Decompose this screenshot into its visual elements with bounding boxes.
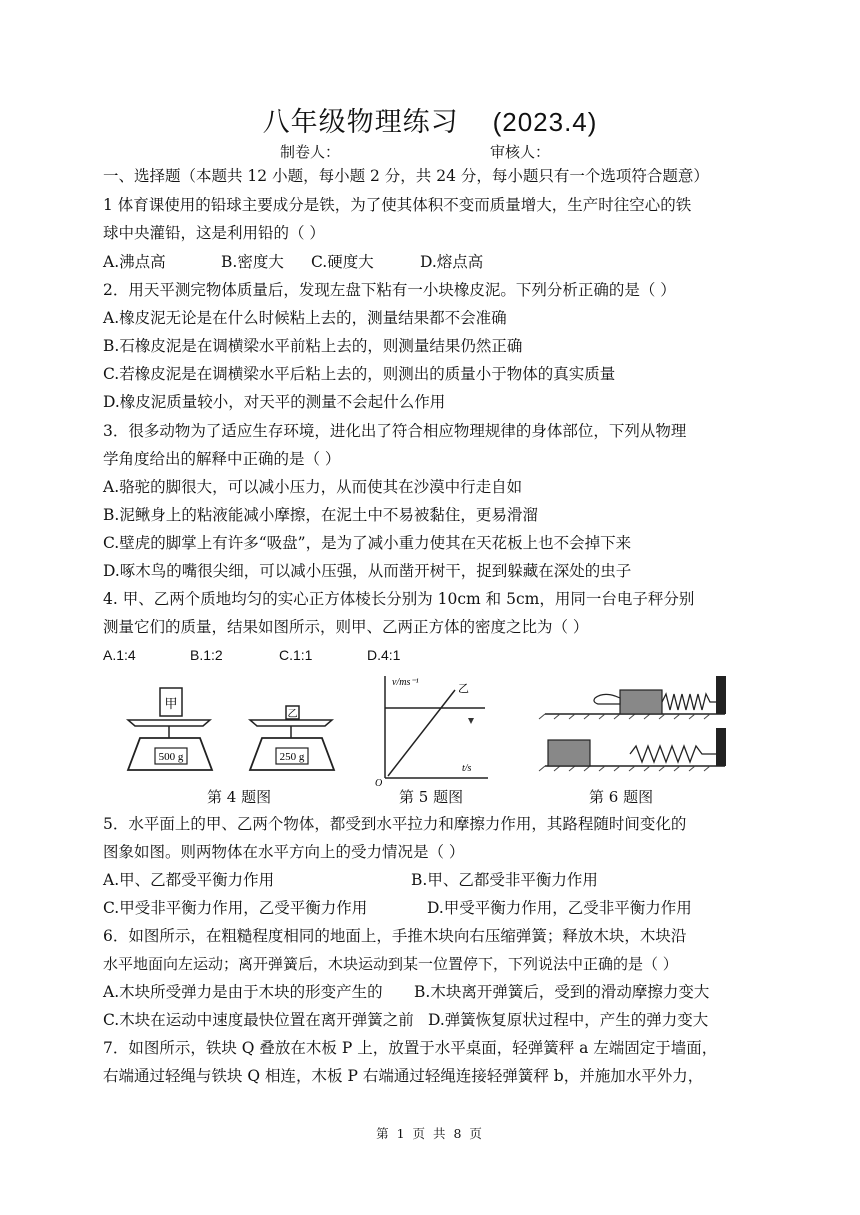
figure-6-spring [539, 676, 726, 771]
block-bottom [548, 740, 590, 766]
q5-option-a: A.甲、乙都受平衡力作用 [103, 871, 275, 889]
wall-bottom [716, 728, 726, 766]
q2-option-a: A.橡皮泥无论是在什么时候粘上去的，测量结果都不会准确 [103, 309, 507, 327]
spring-compressed [662, 694, 716, 710]
q7-stem-line1: 7．如图所示，铁块 Q 叠放在木板 P 上，放置于水平桌面，轻弹簧秤 a 左端固定于墙面， [103, 1039, 718, 1057]
q6-stem-line2: 水平地面向左运动；离开弹簧后，木块运动到某一位置停下，下列说法中正确的是（ ） [103, 955, 678, 973]
q4-option-b: B.1:2 [190, 647, 223, 663]
block-jia-label: 甲 [164, 696, 178, 711]
q6-option-b: B.木块离开弹簧后，受到的滑动摩擦力变大 [414, 983, 710, 1001]
q5-option-d: D.甲受平衡力作用，乙受非平衡力作用 [427, 899, 692, 917]
q1-option-c: C.硬度大 [311, 253, 374, 271]
q2-stem: 2．用天平测完物体质量后，发现左盘下粘有一小块橡皮泥。下列分析正确的是（ ） [103, 281, 676, 299]
graph-y-label: v/ms⁻¹ [392, 677, 419, 688]
q5-stem-line1: 5．水平面上的甲、乙两个物体，都受到水平拉力和摩擦力作用，其路程随时间变化的 [103, 815, 687, 833]
q1-stem-line2: 球中央灌铅，这是利用铅的（ ） [103, 224, 325, 242]
q3-option-c: C.壁虎的脚掌上有许多“吸盘”，是为了减小重力使其在天花板上也不会掉下来 [103, 534, 632, 552]
block-yi-label: 乙 [287, 709, 298, 720]
graph-line-label: 乙 [458, 683, 469, 695]
block-top [620, 690, 662, 714]
q2-option-b: B.石橡皮泥是在调横梁水平前粘上去的，则测量结果仍然正确 [103, 337, 523, 355]
q6-option-a: A.木块所受弹力是由于木块的形变产生的 [103, 983, 383, 1001]
reviewer-label: 审核人： [490, 143, 551, 161]
q4-option-c: C.1:1 [279, 647, 313, 663]
page-footer: 第 1 页 共 8 页 [376, 1126, 484, 1141]
q1-option-b: B.密度大 [221, 253, 284, 271]
q4-option-a: A.1:4 [103, 647, 136, 663]
q3-option-b: B.泥鳅身上的粘液能减小摩擦，在泥土中不易被黏住，更易滑溜 [103, 506, 538, 524]
graph-origin: O [375, 778, 383, 786]
figure-5-graph [375, 676, 488, 786]
q1-option-d: D.熔点高 [420, 253, 484, 271]
scale1-pan [128, 720, 210, 726]
graph-mark [468, 718, 474, 724]
caption-figure-4: 第 4 题图 [207, 788, 272, 806]
graph-x-label: t/s [462, 763, 472, 774]
caption-figure-6: 第 6 题图 [589, 788, 654, 806]
q3-option-a: A.骆驼的脚很大，可以减小压力，从而使其在沙漠中行走自如 [103, 478, 523, 496]
q2-option-c: C.若橡皮泥是在调横梁水平后粘上去的，则测出的质量小于物体的真实质量 [103, 365, 616, 383]
q6-option-c: C.木块在运动中速度最快位置在离开弹簧之前 [103, 1011, 414, 1029]
q1-option-a: A.沸点高 [103, 253, 166, 271]
hand-icon [594, 694, 620, 704]
scale1-reading: 500 g [158, 751, 184, 763]
q2-option-d: D.橡皮泥质量较小，对天平的测量不会起什么作用 [103, 393, 446, 411]
scale2-pan [250, 720, 332, 726]
graph-line-sloped [388, 690, 455, 776]
q3-option-d: D.啄木鸟的嘴很尖细，可以减小压强，从而凿开树干，捉到躲藏在深处的虫子 [103, 562, 632, 580]
title-text: 八年级物理练习 [262, 107, 459, 138]
q3-stem-line2: 学角度给出的解释中正确的是（ ） [103, 450, 341, 468]
q5-option-c: C.甲受非平衡力作用，乙受平衡力作用 [103, 899, 368, 917]
title-year: (2023.4) [492, 107, 598, 137]
figures-strip [120, 668, 760, 786]
q4-option-d: D.4:1 [367, 647, 401, 663]
page-title [0, 100, 860, 139]
q5-option-b: B.甲、乙都受非平衡力作用 [411, 871, 598, 889]
caption-figure-5: 第 5 题图 [399, 788, 464, 806]
q6-stem-line1: 6．如图所示，在粗糙程度相同的地面上，手推木块向右压缩弹簧；释放木块，木块沿 [103, 927, 687, 945]
q4-stem-line2: 测量它们的质量，结果如图所示，则甲、乙两正方体的密度之比为（ ） [103, 618, 589, 636]
spring-relaxed [630, 746, 716, 762]
q5-stem-line2: 图象如图。则两物体在水平方向上的受力情况是（ ） [103, 843, 465, 861]
wall-top [716, 676, 726, 714]
scale2-reading: 250 g [279, 751, 305, 763]
q1-stem-line1: 1 体育课使用的铅球主要成分是铁，为了使其体积不变而质量增大，生产时往空心的铁 [103, 196, 692, 214]
q3-stem-line1: 3．很多动物为了适应生存环境，进化出了符合相应物理规律的身体部位，下列从物理 [103, 422, 687, 440]
q4-stem-line1: 4. 甲、乙两个质地均匀的实心正方体棱长分别为 10cm 和 5cm，用同一台电子秤分别 [103, 590, 695, 608]
maker-label: 制卷人： [280, 143, 341, 161]
q6-option-d: D.弹簧恢复原状过程中，产生的弹力变大 [428, 1011, 709, 1029]
figure-4-scales [128, 688, 334, 770]
makers-line [280, 141, 550, 162]
section-heading: 一、选择题（本题共 12 小题，每小题 2 分，共 24 分，每小题只有一个选项符合题意） [103, 167, 709, 185]
q7-stem-line2: 右端通过轻绳与铁块 Q 相连，木板 P 右端通过轻绳连接轻弹簧秤 b，并施加水平外力， [103, 1067, 704, 1085]
